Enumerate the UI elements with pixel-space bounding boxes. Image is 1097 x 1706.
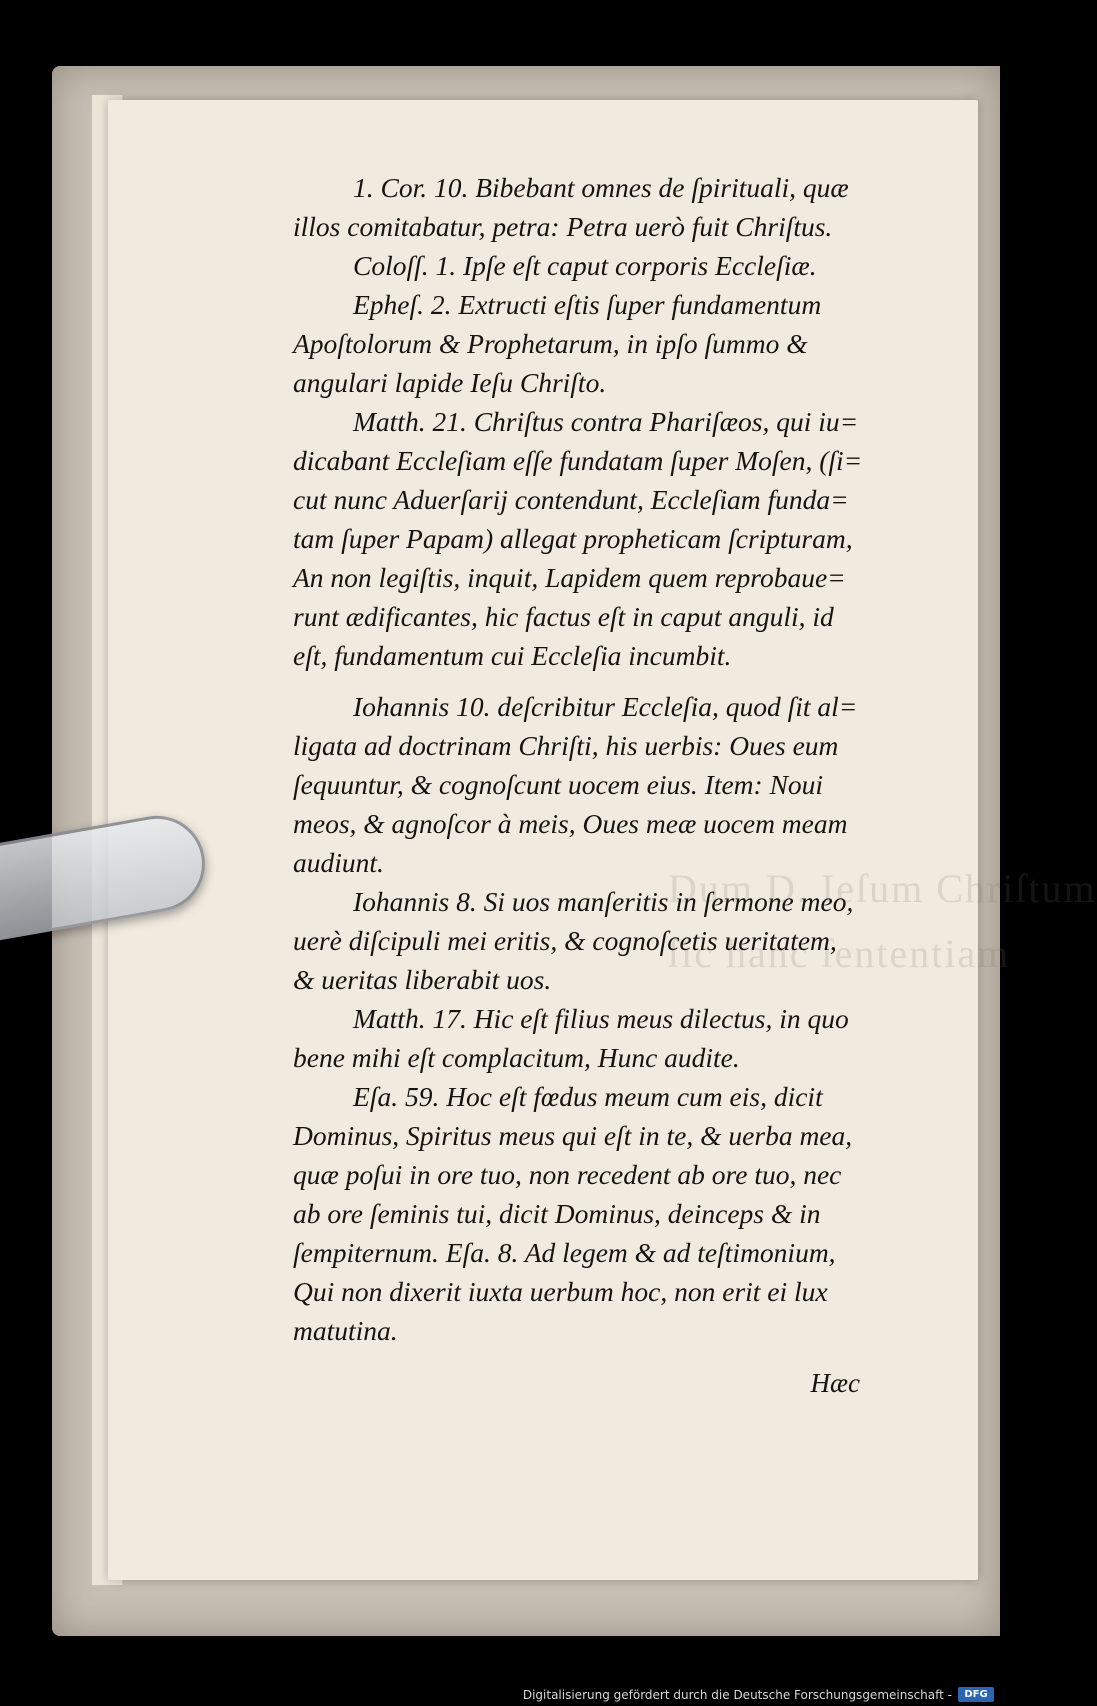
text-line: 1. Cor. 10. Bibebant omnes de ſpirituali, quæ	[353, 172, 849, 203]
text-line: meos, & agnoſcor à meis, Oues meæ uocem meam	[293, 808, 848, 839]
page-text-block	[293, 168, 928, 1350]
text-line: Iohannis 8. Si uos manſeritis in ſermone meo,	[353, 886, 854, 917]
show-through-text: ſic hanc ſententiam	[668, 931, 1011, 976]
text-line: ſempiternum. Eſa. 8. Ad legem & ad teſtimonium,	[293, 1237, 836, 1268]
text-line: Qui non dixerit iuxta uerbum hoc, non erit ei lux	[293, 1276, 828, 1307]
text-line: dicabant Eccleſiam eſſe fundatam ſuper Moſen, (ſi=	[293, 445, 863, 476]
text-line: An non legiſtis, inquit, Lapidem quem reprobaue=	[293, 562, 846, 593]
text-line: eſt, fundamentum cui Eccleſia incumbit.	[293, 640, 732, 671]
text-line: ſequuntur, & cognoſcunt uocem eius. Item: Noui	[293, 769, 824, 800]
text-line: Coloſſ. 1. Ipſe eſt caput corporis Eccleſiæ.	[353, 250, 817, 281]
text-line: audiunt.	[293, 847, 384, 878]
text-line: ab ore ſeminis tui, dicit Dominus, deinceps & in	[293, 1198, 821, 1229]
book-page	[108, 100, 1097, 1580]
text-line: & ueritas liberabit uos.	[293, 964, 552, 995]
text-line: Matth. 21. Chriſtus contra Phariſæos, qui iu=	[353, 406, 859, 437]
text-line: Iohannis 10. deſcribitur Eccleſia, quod ſit al=	[353, 691, 858, 722]
catchword: Hæc	[810, 1368, 860, 1398]
footer-bar	[0, 1682, 1000, 1706]
text-line: matutina.	[293, 1315, 398, 1346]
text-line: angulari lapide Ieſu Chriſto.	[293, 367, 607, 398]
text-line: cut nunc Aduerſarij contendunt, Eccleſiam funda=	[293, 484, 849, 515]
text-line: quæ poſui in ore tuo, non recedent ab ore tuo, nec	[293, 1159, 842, 1190]
text-line: runt ædificantes, hic factus eſt in caput anguli, id	[293, 601, 834, 632]
text-line: illos comitabatur, petra: Petra uerò fuit Chriſtus.	[293, 211, 833, 242]
text-line: Eſa. 59. Hoc eſt fœdus meum cum eis, dicit	[353, 1081, 823, 1112]
text-line: tam ſuper Papam) allegat propheticam ſcripturam,	[293, 523, 853, 554]
text-line: ligata ad doctrinam Chriſti, his uerbis: Oues eum	[293, 730, 839, 761]
text-line: Dominus, Spiritus meus qui eſt in te, & uerba mea,	[293, 1120, 853, 1151]
text-line: uerè diſcipuli mei eritis, & cognoſcetis ueritatem,	[293, 925, 837, 956]
text-line: Apoſtolorum & Prophetarum, in ipſo ſummo &	[293, 328, 808, 359]
text-line: Epheſ. 2. Extructi eſtis ſuper fundamentum	[353, 289, 822, 320]
text-line: bene mihi eſt complacitum, Hunc audite.	[293, 1042, 740, 1073]
dfg-logo: DFG	[958, 1687, 994, 1702]
show-through-text: Dum D. Ieſum Chriſtum	[668, 866, 1097, 911]
text-line: Matth. 17. Hic eſt filius meus dilectus, in quo	[353, 1003, 849, 1034]
digitization-credit: Digitalisierung gefördert durch die Deutsche Forschungsgemeinschaft -	[522, 1688, 952, 1702]
